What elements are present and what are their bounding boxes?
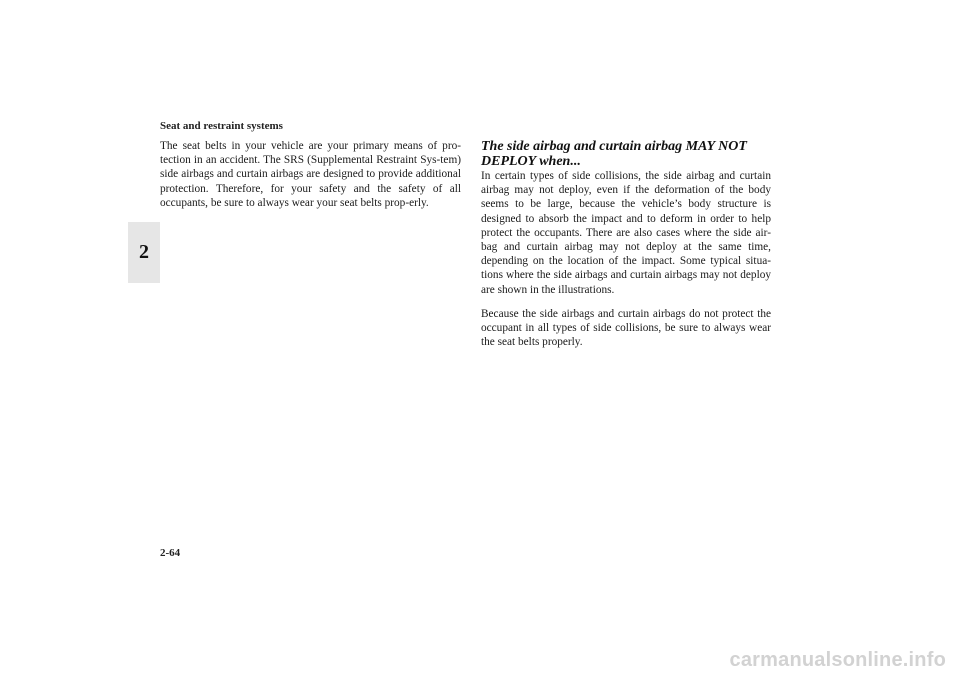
watermark: carmanualsonline.info xyxy=(729,649,946,671)
body-paragraph: Because the side airbags and curtain airbags do not protect the occupant in all types of side collisions, be sure to always wear the seat belts properly. xyxy=(481,307,771,349)
page-number: 2-64 xyxy=(160,547,181,559)
right-column xyxy=(481,139,771,359)
section-heading-line1: The side airbag and curtain airbag MAY NOT xyxy=(481,139,747,154)
section-heading-line2: DEPLOY when... xyxy=(481,154,581,169)
chapter-tab xyxy=(128,222,160,283)
intro-paragraph: The seat belts in your vehicle are your primary means of pro-tection in an accident. The SRS (Supplemental Restraint Sys-tem) side airbags and curtain airbags are designed to provide additional protection. Therefore, for your safety and the safety of all occupants, be sure to always wear your seat belts prop-erly. xyxy=(160,140,461,209)
section-header: Seat and restraint systems xyxy=(160,120,283,132)
chapter-number: 2 xyxy=(139,241,149,263)
left-column xyxy=(160,139,461,220)
section-heading xyxy=(481,139,771,169)
body-paragraph: In certain types of side collisions, the side airbag and curtain airbag may not deploy, even if the deformation of the body seems to be large, because the vehicle’s body structure is designed to absorb the impact and to deform in order to help protect the occupants. There are also cases where the side air-bag and curtain airbag may not deploy at the same time, depending on the location of the impact. Some typical situa-tions where the side airbags and curtain airbags may not deploy are shown in the illustrations. xyxy=(481,170,771,296)
